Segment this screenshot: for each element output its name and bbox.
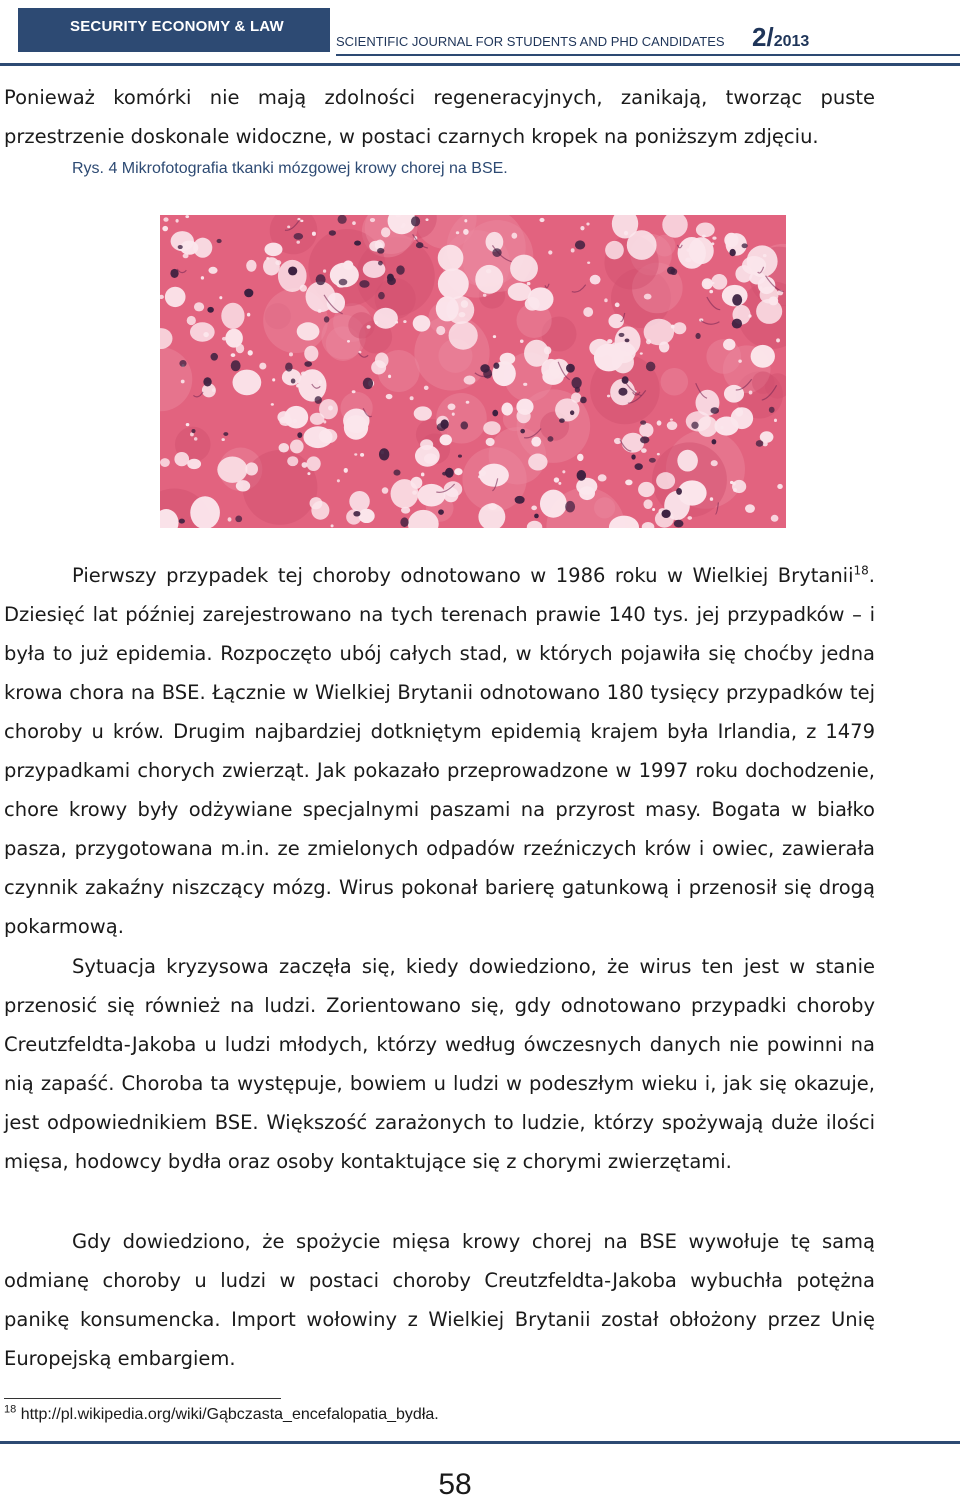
- footnote: [4, 1403, 439, 1424]
- footnote-ref: 18: [853, 563, 869, 578]
- issue-year: 2013: [773, 33, 810, 50]
- journal-logo: [18, 8, 330, 52]
- footnote-link[interactable]: http://pl.wikipedia.org/wiki/Gąbczasta_encefalopatia_bydła.: [20, 1406, 439, 1423]
- micrograph-image: [160, 215, 786, 528]
- header-bottom-rule: [0, 63, 960, 66]
- header-rule: [336, 54, 960, 56]
- paragraph-intro: Ponieważ komórki nie mają zdolności regeneracyjnych, zanikają, tworząc puste przestrzenie doskonale widoczne, w postaci czarnych kropek na poniższym zdjęciu.: [4, 86, 875, 148]
- issue-number: 2/: [752, 22, 774, 52]
- page-number: 58: [438, 1468, 472, 1501]
- issue-label: [752, 22, 809, 53]
- journal-subtitle: SCIENTIFIC JOURNAL FOR STUDENTS AND PHD CANDIDATES: [336, 34, 725, 49]
- paragraph-history: [4, 556, 875, 946]
- footer-rule: [0, 1441, 960, 1444]
- journal-header: [0, 0, 960, 70]
- micrograph-figure: [160, 215, 786, 528]
- paragraph-crisis: Sytuacja kryzysowa zaczęła się, kiedy dowiedziono, że wirus ten jest w stanie przenosić się również na ludzi. Zorientowano się, gdy odnotowano przypadki choroby Creutzfeldta-Jakoba u ludzi młodych, którzy według ówczesnych danych nie powinni na nią zapaść. Choroba ta występuje, bowiem u ludzi w podeszłym wieku i, jak się okazuje, jest odpowiednikiem BSE. Większość zarażonych to ludzie, którzy spożywają duże ilości mięsa, hodowcy bydła oraz osoby kontaktujące się z chorymi zwierzętami.: [4, 955, 875, 1173]
- logo-text: SECURITY ECONOMY & LAW: [70, 18, 284, 35]
- footnote-rule: [4, 1398, 281, 1399]
- figure-caption: Rys. 4 Mikrofotografia tkanki mózgowej krowy chorej na BSE.: [72, 160, 508, 177]
- paragraph-history-rest: . Dziesięć lat później zarejestrowano na tych terenach prawie 140 tys. jej przypadków – i była to już epidemia. Rozpoczęto ubój całych stad, w których pojawiła się choćby jedna krowa chora na BSE. Łącznie w Wielkiej Brytanii odnotowano 180 tysięcy przypadków tej choroby u krów. Drugim najbardziej dotkniętym epidemią krajem była Irlandia, z 1479 przypadkami chorych zwierząt. Jak pokazało przeprowadzone w 1997 roku dochodzenie, chore krowy były odżywiane specjalnymi paszami na przyrost masy. Bogata w białko pasza, przygotowana m.in. ze zmielonych odpadów rzeźniczych krów i owiec, zawierała czynnik zakaźny niszczący mózg. Wirus pokonał barierę gatunkową i przenosił się drogą pokarmową.: [4, 564, 875, 938]
- footnote-number: 18: [4, 1403, 17, 1416]
- paragraph-embargo: Gdy dowiedziono, że spożycie mięsa krowy chorej na BSE wywołuje tę samą odmianę choroby u ludzi w postaci choroby Creutzfeldta-Jakoba wybuchła potężna panikę konsumencka. Import wołowiny z Wielkiej Brytanii został obłożony przez Unię Europejską embargiem.: [4, 1230, 875, 1370]
- paragraph-history-start: Pierwszy przypadek tej choroby odnotowano w 1986 roku w Wielkiej Brytanii: [72, 564, 854, 587]
